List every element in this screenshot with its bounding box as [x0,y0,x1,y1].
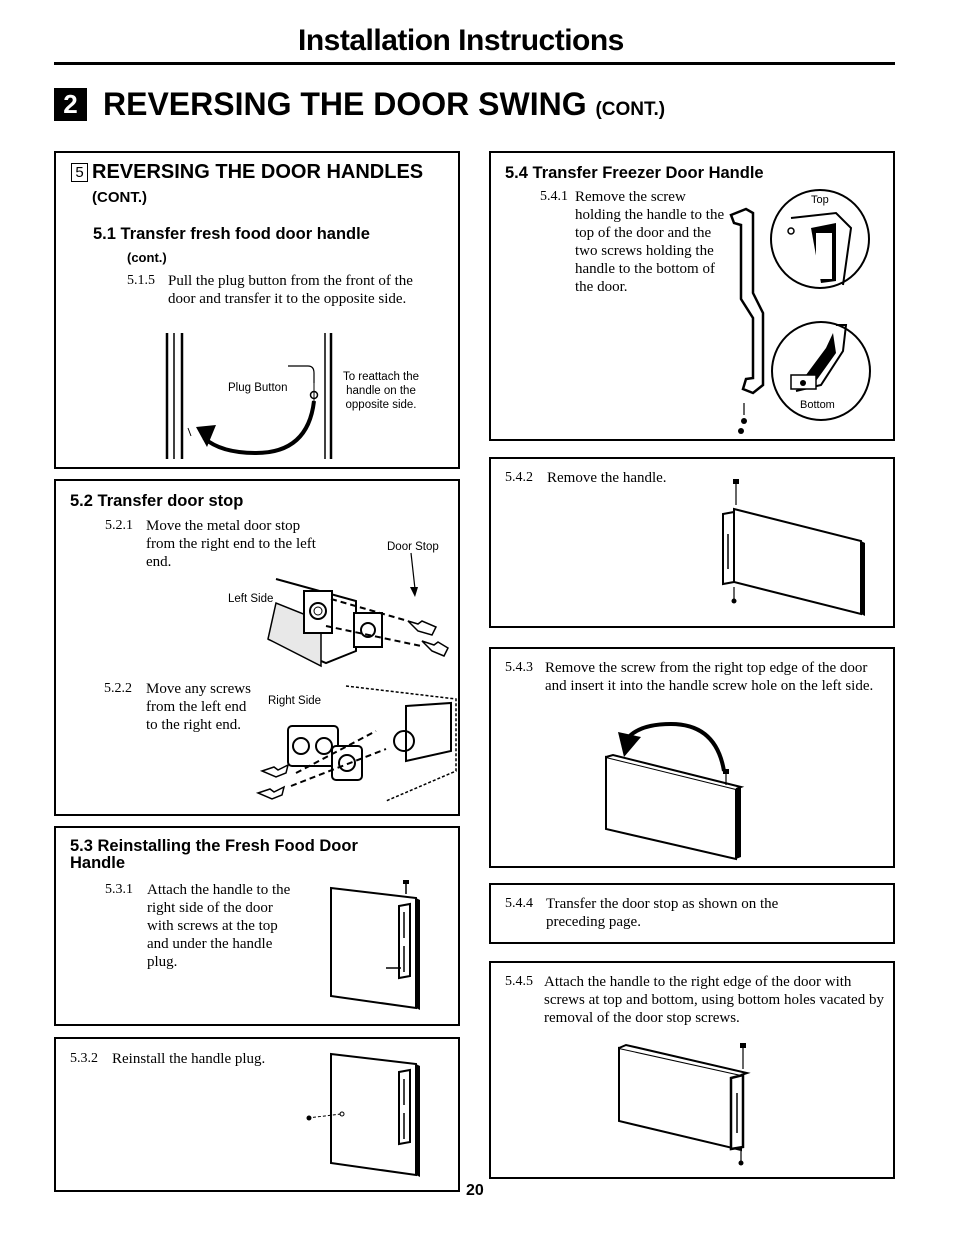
s51-cont: (cont.) [127,250,167,265]
box-remove-handle [489,457,895,628]
s522-number: 5.2.2 [104,681,132,696]
box-reversing-handles [54,151,460,469]
label-right-side: Right Side [268,695,322,707]
box-transfer-door-stop-freezer [489,883,895,944]
s54-title: 5.4 Transfer Freezer Door Handle [505,164,764,182]
move-screw-illustration [491,649,897,870]
s532-text: Reinstall the handle plug. [112,1051,266,1067]
s543-text: Remove the screw from the right top edge of the door and insert it into the handle screw hole on the left side. [545,660,874,694]
s522-text: Move any screws from the left end to the right end. [146,681,251,733]
page-number: 20 [466,1182,484,1199]
s51-title: 5.1 Transfer fresh food door handle [93,225,370,243]
handles-title: REVERSING THE DOOR HANDLES [92,161,424,183]
label-plug-button: Plug Button [228,382,288,394]
box-reinstall-plug [54,1037,460,1192]
s531-number: 5.3.1 [105,882,133,897]
freezer-handle-removal-illustration [491,153,897,443]
label-top: Top [811,194,829,206]
page-title: Installation Instructions [298,24,624,57]
s544-number: 5.4.4 [505,896,533,911]
section-title [103,86,665,123]
box-move-screw [489,647,895,868]
s52-title: 5.2 Transfer door stop [70,492,244,510]
door-stop-illustration [56,481,462,818]
s545-number: 5.4.5 [505,974,533,989]
s543-number: 5.4.3 [505,660,533,675]
label-bottom: Bottom [800,399,835,411]
s544-text: Transfer the door stop as shown on the preceding page. [546,896,779,930]
s542-number: 5.4.2 [505,470,533,485]
s541-text: Remove the screw holding the handle to the top of the door and the two screws holding the handle to the bottom of the door. [575,189,725,295]
s515-text: Pull the plug button from the front of the door and transfer it to the opposite side. [168,273,413,307]
label-door-stop: Door Stop [387,541,439,553]
s532-number: 5.3.2 [70,1051,98,1066]
section-title-text: REVERSING THE DOOR SWING [103,86,587,122]
remove-handle-illustration [491,459,897,630]
s521-number: 5.2.1 [105,518,133,533]
box-attach-handle [489,961,895,1179]
s53-title: 5.3 Reinstalling the Fresh Food Door Handle [70,837,358,872]
box-transfer-door-stop [54,479,460,816]
handles-cont: (CONT.) [92,189,147,206]
section-number-badge: 2 [54,88,87,121]
plug-button-illustration [56,153,462,471]
s545-text: Attach the handle to the right edge of the door with screws at top and bottom, using bottom holes vacated by removal of the door stop screws. [544,974,884,1026]
attach-handle-illustration [491,963,897,1181]
s521-text: Move the metal door stop from the right end to the left end. [146,518,316,570]
s541-number: 5.4.1 [540,189,568,204]
s542-text: Remove the handle. [547,470,667,486]
s515-number: 5.1.5 [127,273,155,288]
header-rule [54,62,895,65]
box-reinstalling-handle [54,826,460,1026]
label-left-side: Left Side [228,593,274,605]
section-title-cont: (CONT.) [595,99,666,120]
reinstall-handle-illustration [56,828,462,1028]
reinstall-plug-illustration [56,1039,462,1194]
s531-text: Attach the handle to the right side of the door with screws at the top and under the handle plug. [147,882,291,970]
box-transfer-freezer-handle [489,151,895,441]
label-reattach: To reattach the handle on the opposite side. [342,371,420,411]
step-badge: 5 [71,163,88,182]
